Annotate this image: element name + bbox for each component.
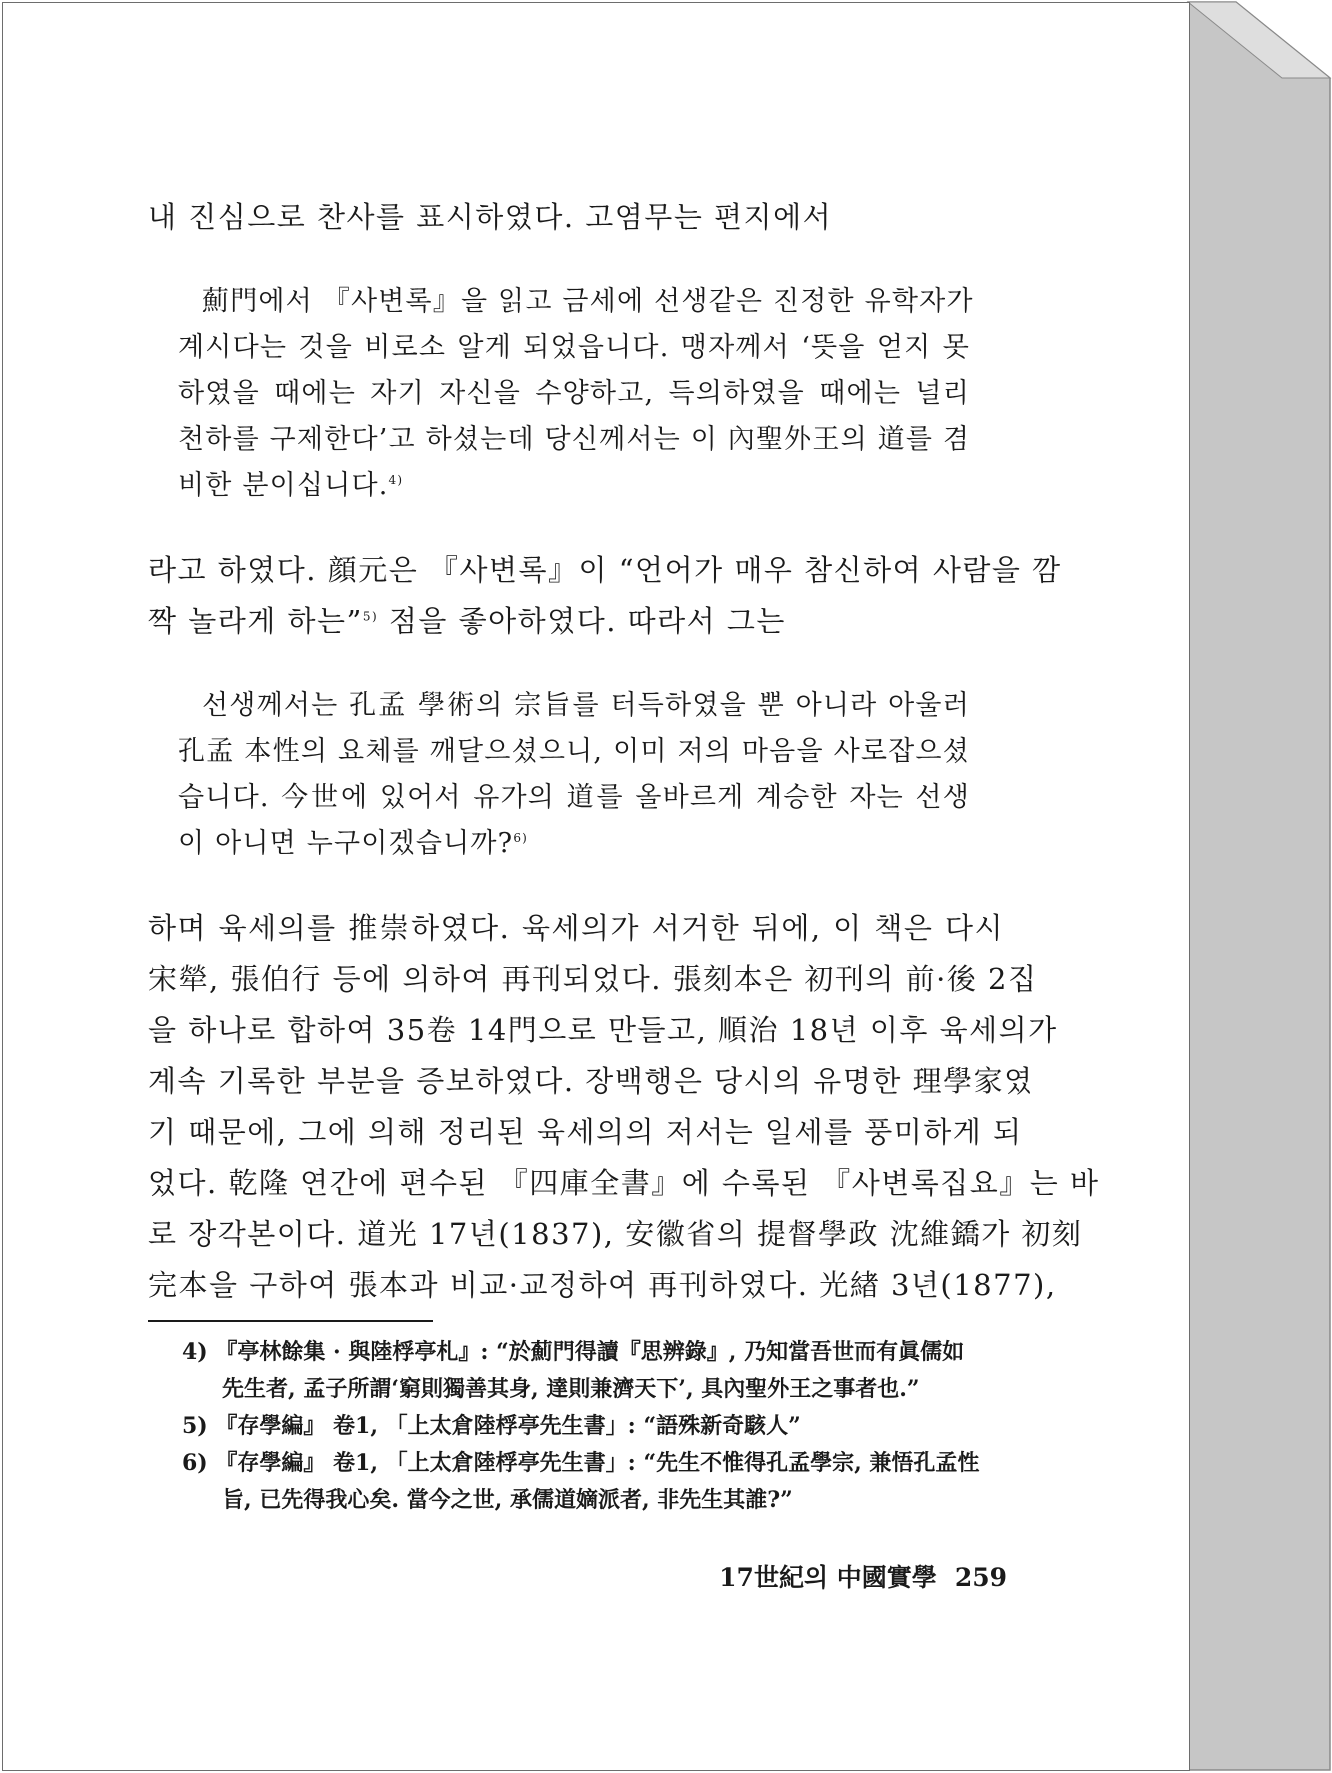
paragraph-editions: 하며 육세의를 推崇하였다. 육세의가 서거한 뒤에, 이 책은 다시 宋犖, 張伯行 등에 의하여 再刊되었다. 張刻本은 初刊의 前·後 2집 을 하나로 합하여 35卷 14門으로 만들고, 順治 18년 이후 육세의가 계속 기록한 부분을 증보하였다. 장백행은 당시의 유명한 理學家였 기 때문에, 그에 의해 정리된 육세의의 저서는 일세를 풍미하게 되 었다. 乾隆 연간에 편수된 『四庫全書』에 수록된 『사변록집요』는 바 로 장각본이다. 道光 17년(1837), 安徽省의 提督學政 沈維鐈가 初刻 完本을 구하여 張本과 비교·교정하여 再刊하였다. 光緖 3년(1877), [148,911,1100,1302]
footnote-5: 5) 『存學編』 卷1, 「上太倉陸桴亭先生書」: “語殊新奇駭人” [182,1413,801,1439]
page-body [148,192,1100,1311]
footnotes [182,1334,982,1519]
block-quote-yan-yuan: 선생께서는 孔孟 學術의 宗旨를 터득하였을 뿐 아니라 아울러 孔孟 本性의 요체를 깨달으셨으니, 이미 저의 마음을 사로잡으셨 습니다. 今世에 있어서 유가의 道를 올바르게 계승한 자는 선생 이 아니면 누구이겠습니까?$^{6)}$ [178,690,970,859]
running-footer [719,1558,1007,1594]
running-footer-title: 17世紀의 中國實學 [719,1563,937,1592]
paragraph-intro: 내 진심으로 찬사를 표시하였다. 고염무는 편지에서 [148,200,833,234]
footnote-ref-6: 6) [513,831,529,845]
footnote-6-continued: 旨, 已先得我心矣. 當今之世, 承儒道嫡派者, 非先生其誰?” [222,1487,793,1513]
footnote-6: 6) 『存學編』 卷1, 「上太倉陸桴亭先生書」: “先生不惟得孔孟學宗, 兼悟孔孟性 [182,1450,980,1476]
page-number: 259 [954,1563,1007,1592]
footnote-divider [148,1320,433,1322]
block-quote-gu-yanwu: 薊門에서 『사변록』을 읽고 금세에 선생같은 진정한 유학자가 계시다는 것을 비로소 알게 되었읍니다. 맹자께서 ‘뜻을 얻지 못 하였을 때에는 자기 자신을 수양하고, 득의하였을 때에는 널리 천하를 구제한다’고 하셨는데 당신께서는 이 內聖外王의 道를 겸 비한 분이십니다.$^{4)}$ [178,286,974,501]
footnote-4: 4) 『亭林餘集 · 與陸桴亭札』: “於薊門得讀『思辨錄』, 乃知當吾世而有眞儒如 [182,1339,965,1365]
footnote-ref-5: 5) [362,609,379,624]
footnote-4-continued: 先生者, 孟子所謂‘窮則獨善其身, 達則兼濟天下’, 具內聖外王之事者也.” [222,1376,920,1402]
footnote-ref-4: 4) [388,473,404,487]
paragraph-yan-yuan: 라고 하였다. 顔元은 『사변록』이 “언어가 매우 참신하여 사람을 깜 짝 놀라게 하는”$^{5)}$ 점을 좋아하였다. 따라서 그는 [148,553,1062,638]
